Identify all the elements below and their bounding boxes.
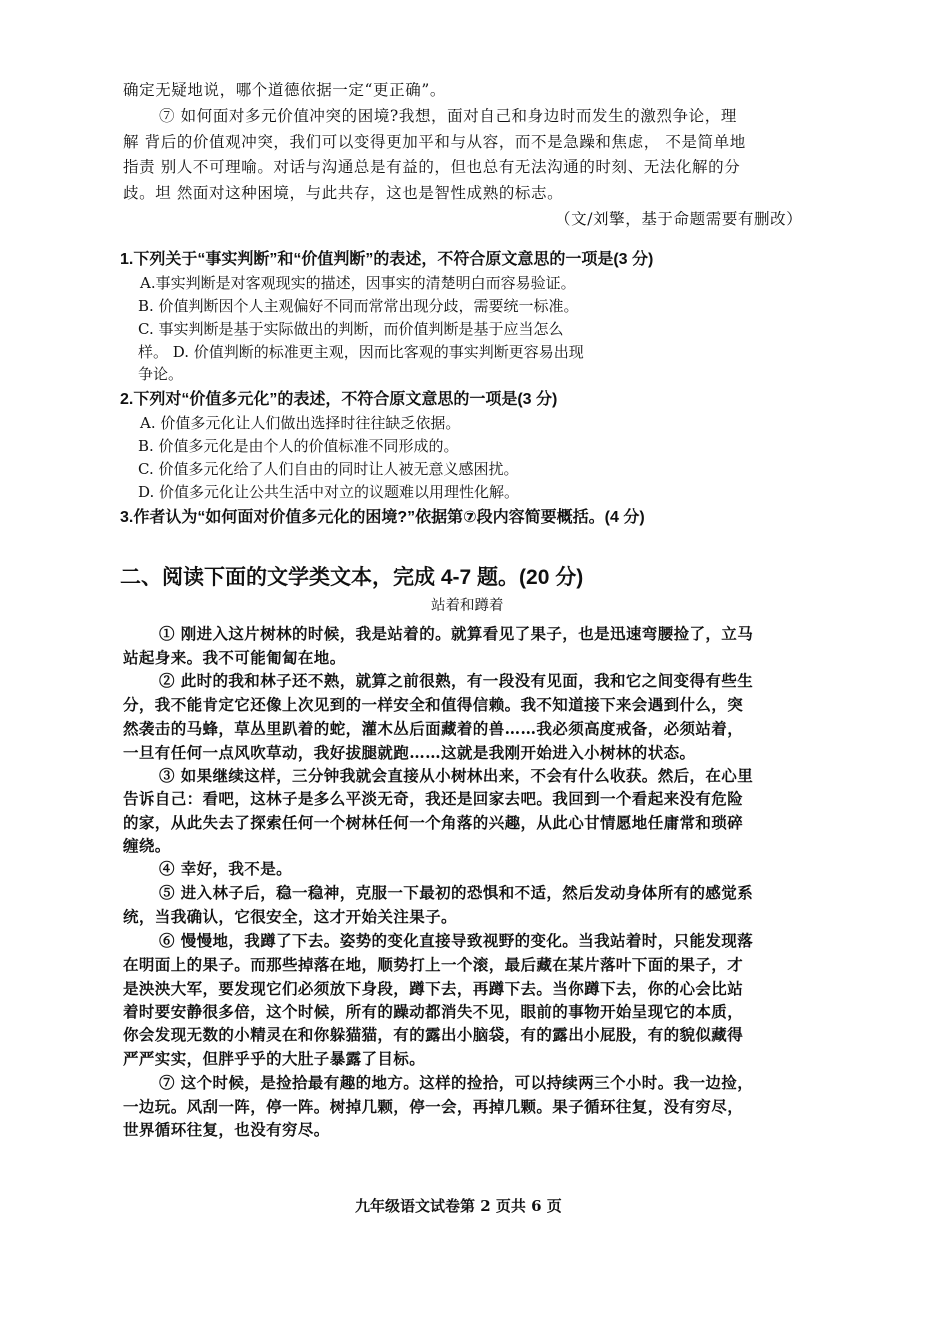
- paragraph-7-line: 指责 别人不可理喻。对话与沟通总是有益的，但也总有无法沟通的时刻、无法化解的分: [123, 158, 741, 176]
- passage-line: 确定无疑地说，哪个道德依据一定“更正确”。: [123, 81, 446, 99]
- section-heading: 二、阅读下面的文学类文本，完成 4-7 题。(20 分): [120, 566, 584, 589]
- question-2-option-d: D. 价值多元化让公共生活中对立的议题难以用理性化解。: [138, 483, 520, 501]
- story-paragraph-line: 的家，从此失去了探索任何一个树林任何一个角落的兴趣，从此心甘情愿地任庸常和琐碎: [123, 813, 744, 832]
- story-paragraph-line: 缠绕。: [123, 836, 171, 855]
- story-paragraph-line: 世界循环往复，也没有穷尽。: [123, 1120, 330, 1139]
- question-1-option-d-cont: 争论。: [138, 365, 184, 383]
- story-paragraph-line: ⑤ 进入林子后，稳一稳神，克服一下最初的恐惧和不适，然后发动身体所有的感觉系: [159, 883, 754, 902]
- story-paragraph-line: ⑥ 慢慢地，我蹲了下去。姿势的变化直接导致视野的变化。当我站着时，只能发现落: [159, 931, 754, 950]
- story-paragraph-line: 一旦有任何一点风吹草动，我好拔腿就跑……这就是我刚开始进入小树林的状态。: [123, 743, 696, 762]
- story-paragraph-line: 站起身来。我不可能匍匐在地。: [123, 648, 346, 667]
- question-2-option-b: B. 价值多元化是由个人的价值标准不同形成的。: [138, 437, 459, 455]
- story-paragraph-line: 统，当我确认，它很安全，这才开始关注果子。: [123, 907, 457, 926]
- story-paragraph-line: 在明面上的果子。而那些掉落在地，顺势打上一个滚，最后藏在某片落叶下面的果子，才: [123, 955, 744, 974]
- story-paragraph-line: 是泱泱大军，要发现它们必须放下身段，蹲下去，再蹲下去。当你蹲下去，你的心会比站: [123, 979, 744, 998]
- page-footer: 九年级语文试卷第 2 页共 6 页: [355, 1197, 562, 1215]
- question-2-option-c: C. 价值多元化给了人们自由的同时让人被无意义感困扰。: [138, 460, 519, 478]
- question-1-stem: 1.下列关于“事实判断”和“价值判断”的表述，不符合原文意思的一项是(3 分): [120, 251, 654, 268]
- story-paragraph-line: 分，我不能肯定它还像上次见到的一样安全和值得信赖。我不知道接下来会遇到什么，突: [123, 695, 744, 714]
- source-citation: （文/刘擎，基于命题需要有删改）: [555, 210, 803, 228]
- story-paragraph-line: ⑦ 这个时候，是捡拾最有趣的地方。这样的捡拾，可以持续两三个小时。我一边捡，: [159, 1073, 754, 1092]
- story-paragraph-line: 告诉自己：看吧，这林子是多么平淡无奇，我还是回家去吧。我回到一个看起来没有危险: [123, 789, 744, 808]
- question-1-option-b: B. 价值判断因个人主观偏好不同而常常出现分歧，需要统一标准。: [138, 297, 579, 315]
- question-2-option-a: A. 价值多元化让人们做出选择时往往缺乏依据。: [140, 414, 461, 432]
- question-2-stem: 2.下列对“价值多元化”的表述，不符合原文意思的一项是(3 分): [120, 391, 558, 408]
- question-3-stem: 3.作者认为“如何面对价值多元化的困境?”依据第⑦段内容简要概括。(4 分): [120, 509, 645, 526]
- story-paragraph-line: ④ 幸好，我不是。: [159, 859, 292, 878]
- paragraph-7-line: 解 背后的价值观冲突，我们可以变得更加平和与从容，而不是急躁和焦虑， 不是简单地: [123, 133, 746, 151]
- story-paragraph-line: 然袭击的马蜂，草丛里趴着的蛇，灌木丛后面藏着的兽……我必须高度戒备，必须站着，: [123, 719, 744, 738]
- paragraph-7-line: 歧。坦 然面对这种困境，与此共存，这也是智性成熟的标志。: [123, 184, 564, 202]
- question-1-option-d: 样。 D. 价值判断的标准更主观，因而比客观的事实判断更容易出现: [138, 343, 584, 361]
- story-paragraph-line: ② 此时的我和林子还不熟，就算之前很熟，有一段没有见面，我和它之间变得有些生: [159, 671, 754, 690]
- story-title: 站着和蹲着: [431, 598, 504, 614]
- paragraph-7-line: ⑦ 如何面对多元价值冲突的困境?我想，面对自己和身边时而发生的激烈争论，理: [159, 107, 737, 125]
- question-1-option-c: C. 事实判断是基于实际做出的判断，而价值判断是基于应当怎么: [138, 320, 564, 338]
- story-paragraph-line: 一边玩。风刮一阵，停一阵。树掉几颗，停一会，再掉几颗。果子循环往复，没有穷尽，: [123, 1097, 744, 1116]
- story-paragraph-line: 你会发现无数的小精灵在和你躲猫猫，有的露出小脑袋，有的露出小屁股，有的貌似藏得: [123, 1025, 744, 1044]
- story-paragraph-line: 严严实实，但胖乎乎的大肚子暴露了目标。: [123, 1049, 426, 1068]
- question-1-option-a: A.事实判断是对客观现实的描述，因事实的清楚明白而容易验证。: [140, 274, 576, 292]
- story-paragraph-line: ③ 如果继续这样，三分钟我就会直接从小树林出来，不会有什么收获。然后，在心里: [159, 766, 754, 785]
- story-paragraph-line: ① 刚进入这片树林的时候，我是站着的。就算看见了果子，也是迅速弯腰捡了，立马: [159, 624, 754, 643]
- story-paragraph-line: 着时要安静很多倍，这个时候，所有的躁动都消失不见，眼前的事物开始呈现它的本质，: [123, 1002, 744, 1021]
